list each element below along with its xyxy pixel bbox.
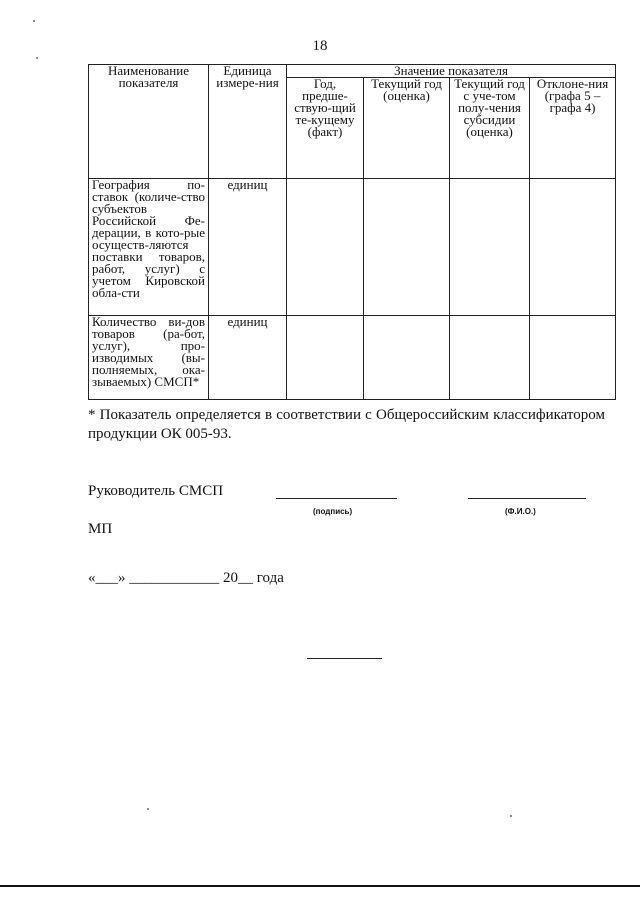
date-line: «___» ____________ 20__ года — [88, 570, 284, 586]
value-cell — [287, 179, 364, 316]
footnote: * Показатель определяется в соответствии с Общероссийским классификатором продукции ОК 005-93. — [88, 407, 605, 442]
table-row — [89, 316, 616, 400]
page-bottom-rule — [0, 885, 640, 887]
name-caption: (Ф.И.О.) — [505, 507, 536, 516]
scan-speck — [510, 815, 512, 817]
row-unit-cell: единиц — [209, 179, 287, 316]
stamp-place-label: МП — [88, 521, 113, 537]
scan-speck — [33, 20, 35, 22]
closing-rule — [307, 658, 382, 659]
table-row — [89, 179, 616, 316]
name-line — [468, 498, 586, 499]
value-cell — [364, 316, 450, 400]
indicator-table — [88, 64, 616, 400]
signature-line — [276, 498, 397, 499]
header-prev-year: Год, предше-ствую-щий те-кущему (факт) — [287, 78, 364, 179]
value-cell — [287, 316, 364, 400]
value-cell — [450, 316, 530, 400]
row-name-cell: География по-ставок (количе-ство субъектов Российской Фе-дерации, в кото-рые осуществ-ляются поставки товаров, работ, услуг) с учетом Кировской обла-сти — [89, 179, 209, 316]
scan-speck — [36, 57, 38, 59]
value-cell — [364, 179, 450, 316]
signature-caption: (подпись) — [313, 507, 353, 516]
header-name: Наименование показателя — [89, 65, 209, 179]
indicator-table-wrapper — [88, 64, 615, 400]
row-name-cell: Количество ви-дов товаров (ра-бот, услуг), про-изводимых (вы-полняемых, ока-зываемых) СМСП* — [89, 316, 209, 400]
header-current-year-subsidy: Текущий год с уче-том полу-чения субсидии (оценка) — [450, 78, 530, 179]
header-current-year: Текущий год (оценка) — [364, 78, 450, 179]
header-deviation: Отклоне-ния (графа 5 – графа 4) — [530, 78, 616, 179]
header-unit: Единица измере-ния — [209, 65, 287, 179]
header-value-group: Значение показателя — [287, 65, 616, 78]
value-cell — [450, 179, 530, 316]
row-unit-cell: единиц — [209, 316, 287, 400]
value-cell — [530, 179, 616, 316]
scan-speck — [147, 808, 149, 810]
signatory-label: Руководитель СМСП — [88, 483, 224, 499]
value-cell — [530, 316, 616, 400]
page-number: 18 — [312, 38, 328, 54]
